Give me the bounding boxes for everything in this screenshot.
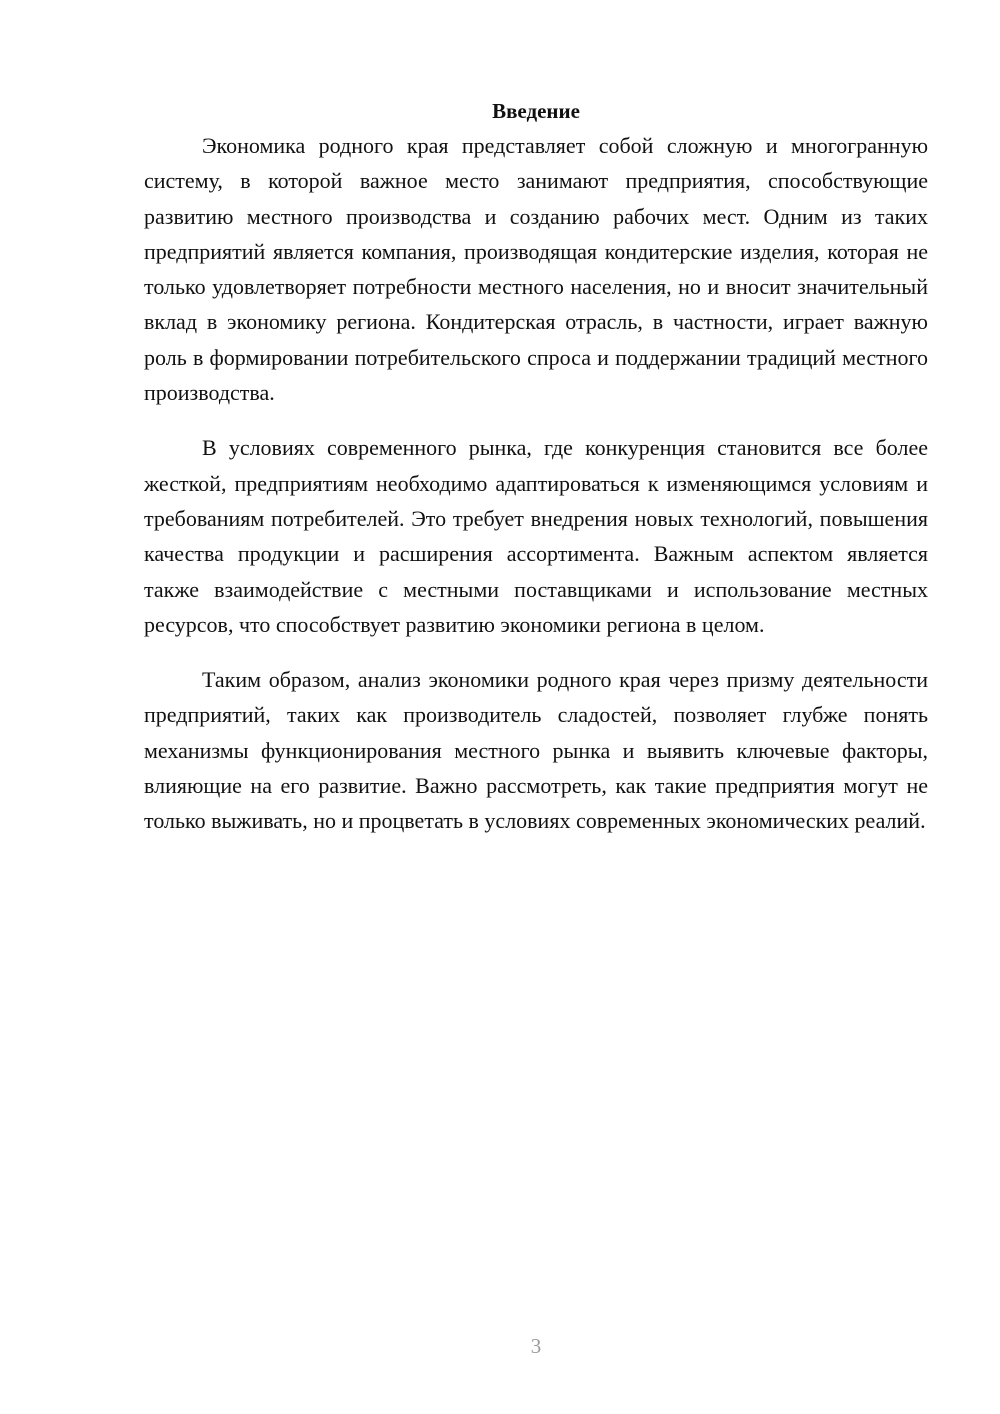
page-content <box>144 96 928 859</box>
section-title: Введение <box>492 99 580 123</box>
page-number: 3 <box>530 1334 542 1358</box>
paragraph-2: В условиях современного рынка, где конкуренция становится все более жесткой, предприятиям необходимо адаптироваться к изменяющимся условиям и требованиям потребителей. Это требует внедрения новых технологий, повышения качества продукции и расширения ассортимента. Важным аспектом является также взаимодействие с местными поставщиками и использование местных ресурсов, что способствует развитию экономики региона в целом. <box>144 435 928 637</box>
paragraph-1: Экономика родного края представляет собой сложную и многогранную систему, в которой важное место занимают предприятия, способствующие развитию местного производства и созданию рабочих мест. Одним из таких предприятий является компания, производящая кондитерские изделия, которая не только удовлетворяет потребности местного населения, но и вносит значительный вклад в экономику региона. Кондитерская отрасль, в частности, играет важную роль в формировании потребительского спроса и поддержании традиций местного производства. <box>144 133 928 406</box>
paragraph-3: Таким образом, анализ экономики родного края через призму деятельности предприятий, таких как производитель сладостей, позволяет глубже понять механизмы функционирования местного рынка и выявить ключевые факторы, влияющие на его развитие. Важно рассмотреть, как такие предприятия могут не только выживать, но и процветать в условиях современных экономических реалий. <box>144 667 928 834</box>
